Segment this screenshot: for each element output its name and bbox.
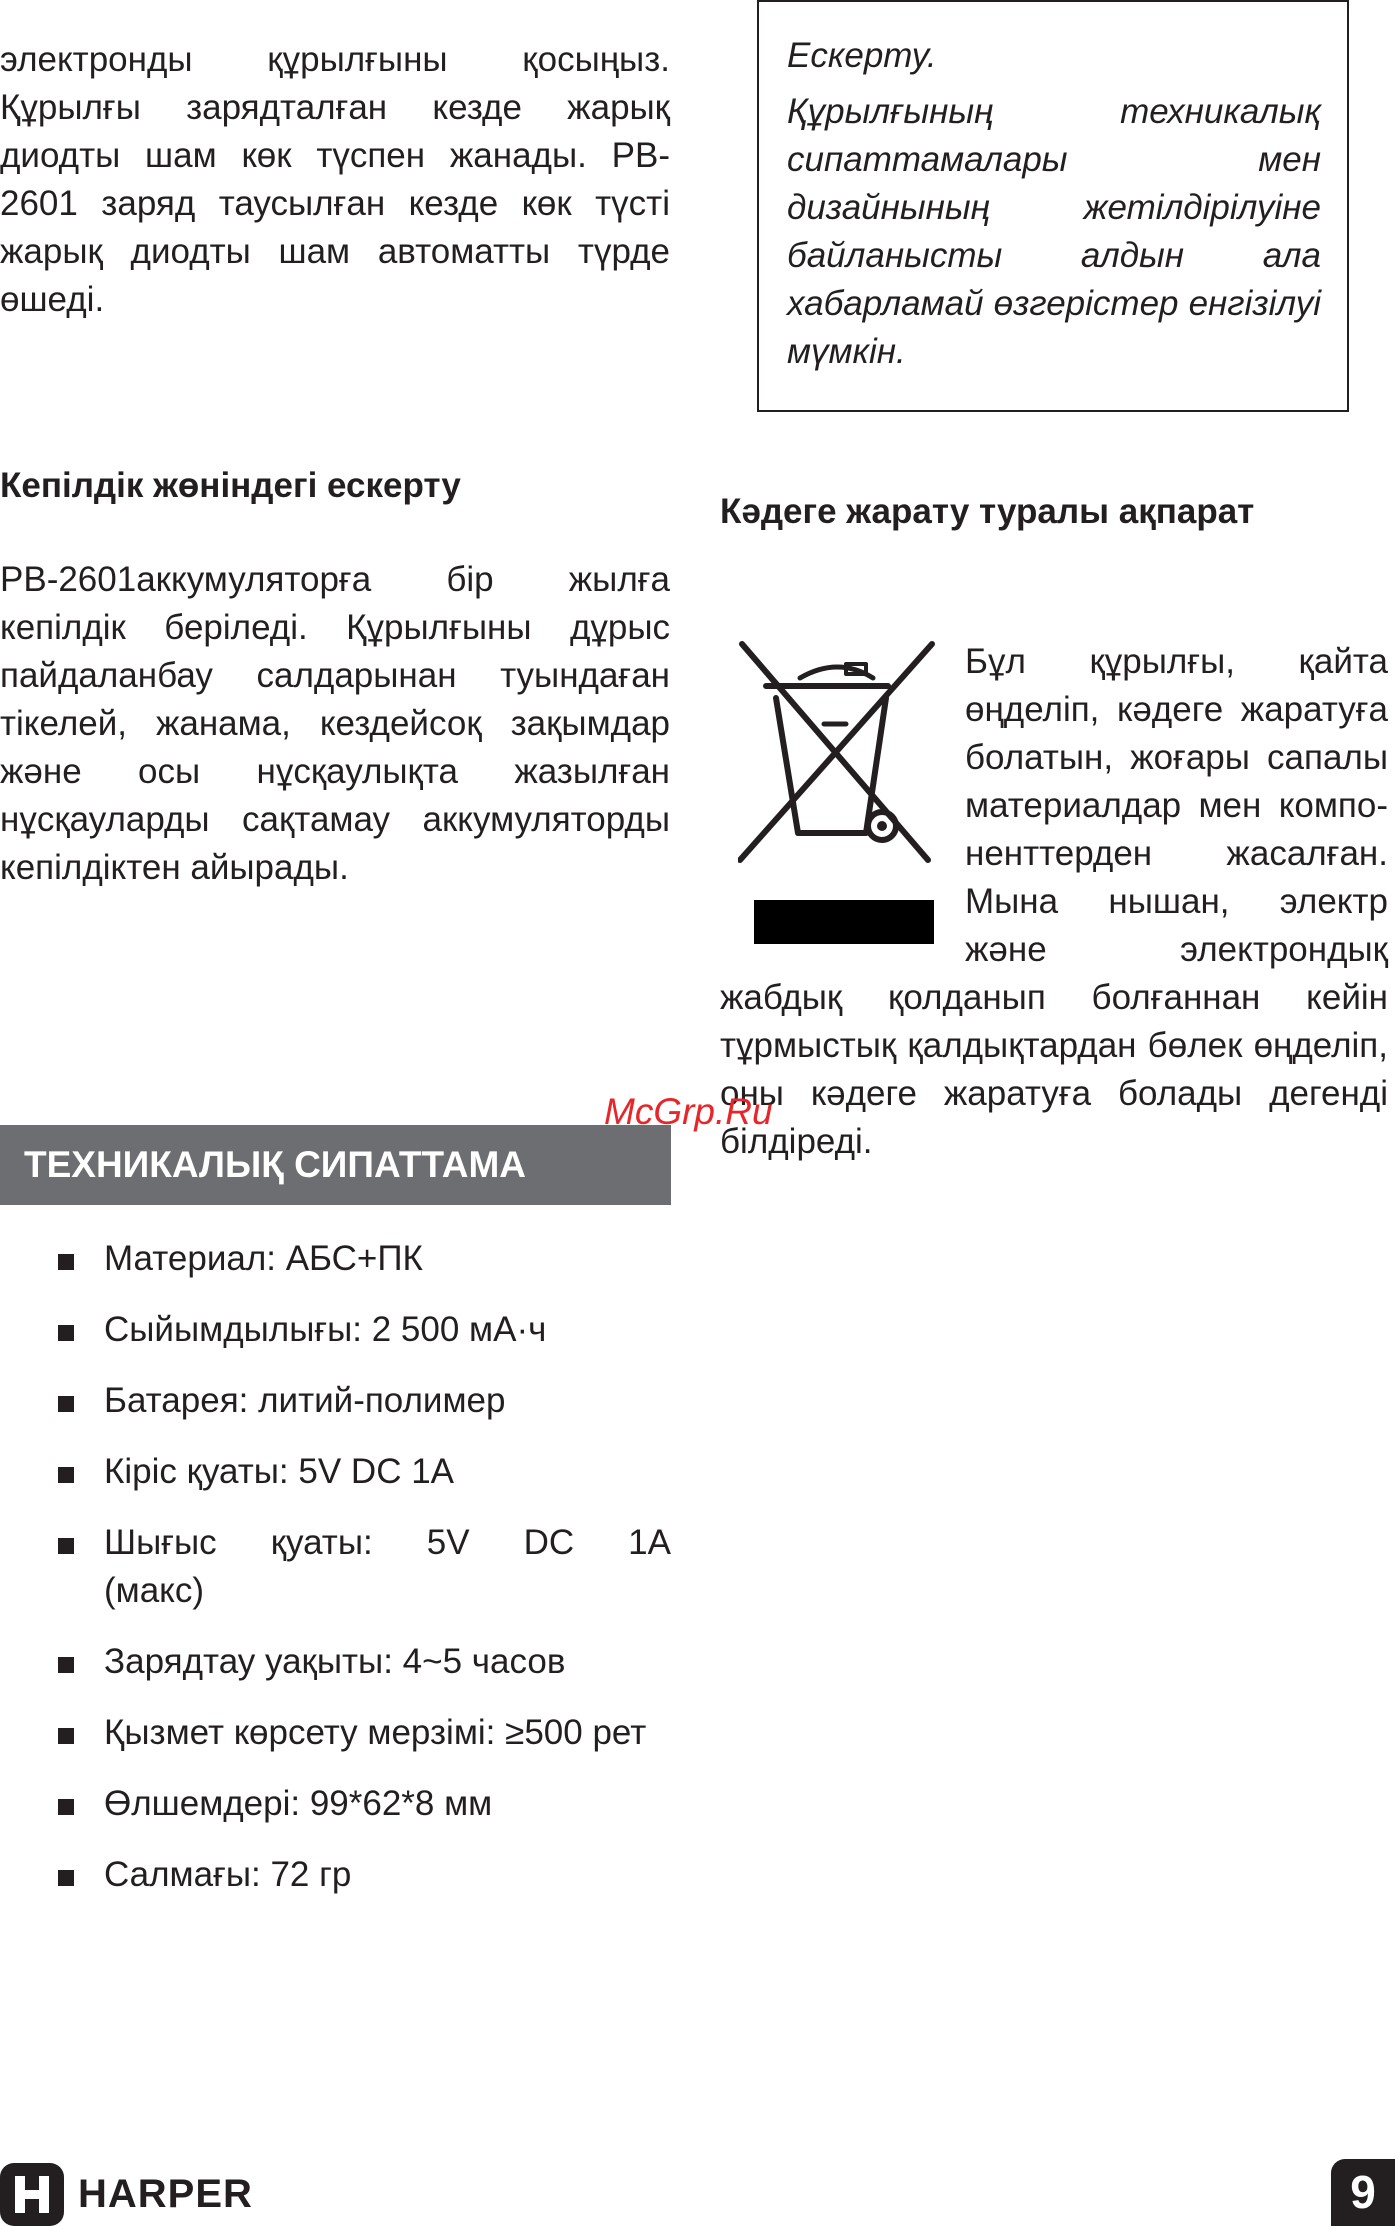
warranty-text: PB-2601аккумуляторға бір жылға кепілдік беріледі. Құрылғыны дұрыс пайдаланбау салдарынан туындаған тікелей, жанама, кездейсоқ зақымдар және осы нұсқаулықта жазылған нұсқауларды сақтамау аккумуляторды кепілдіктен айырады. xyxy=(0,560,670,887)
disposal-heading: Кәдеге жарату туралы ақпарат xyxy=(720,492,1255,531)
spec-item-dimensions: Өлшемдері: 99*62*8 мм xyxy=(0,1780,671,1828)
spec-item-service-life: Қызмет көрсету мерзімі: ≥500 рет xyxy=(0,1709,671,1757)
harper-logo-icon xyxy=(0,2163,64,2226)
spec-item-weight: Салмағы: 72 гр xyxy=(0,1851,671,1899)
crossed-out-wheelie-bin-icon xyxy=(720,638,965,966)
spec-item-charge-time: Зарядтау уақыты: 4~5 часов xyxy=(0,1638,671,1686)
intro-paragraph: электронды құрылғыны қосыңыз. Құрылғы зарядталған кезде жарық диодты шам көк түспен жанады. PB-2601 заряд таусылған кезде көк түсті жарық диодты шам автоматты түрде өшеді. xyxy=(0,40,670,319)
specs-heading-bar xyxy=(0,1125,671,1205)
spec-item-capacity: Сыйымдылығы: 2 500 мА·ч xyxy=(0,1306,671,1354)
footer-logo xyxy=(0,2163,253,2226)
brand-name: HARPER xyxy=(78,2172,253,2216)
spec-item-output: Шығыс қуаты: 5V DC 1A (макс) xyxy=(0,1519,671,1615)
disposal-text: Бұл құрылғы, қайта өңделіп, кәдеге жаратуға болатын, жоғары сапалы материалдар мен компоненттерден жасалған. Мына нышан, электр және электрондық жабдық қолданып болғаннан кейін тұрмыстық қалдықтардан бөлек өңделіп, оны кәдеге жаратуға болады дегенді білдіреді. xyxy=(720,642,1388,1161)
disposal-section xyxy=(720,638,1388,1166)
spec-item-battery: Батарея: литий-полимер xyxy=(0,1377,671,1425)
spec-item-material: Материал: АБС+ПК xyxy=(0,1235,671,1283)
page-number: 9 xyxy=(1331,2159,1395,2226)
warranty-heading: Кепілдік жөніндегі ескерту xyxy=(0,466,461,505)
spec-item-input: Кіріс қуаты: 5V DC 1A xyxy=(0,1448,671,1496)
note-text: Құрылғының техникалық сипаттамалары мен дизайнының жетілдірілуіне байланысты алдын ала хабарламай өзгерістер енгізілуі мүмкін. xyxy=(787,92,1321,371)
note-title: Ескерту. xyxy=(787,36,937,75)
watermark: McGrp.Ru xyxy=(604,1091,773,1132)
note-box xyxy=(757,0,1349,412)
spec-list xyxy=(0,1235,671,1922)
specs-heading: ТЕХНИКАЛЫҚ СИПАТТАМА xyxy=(24,1144,526,1185)
